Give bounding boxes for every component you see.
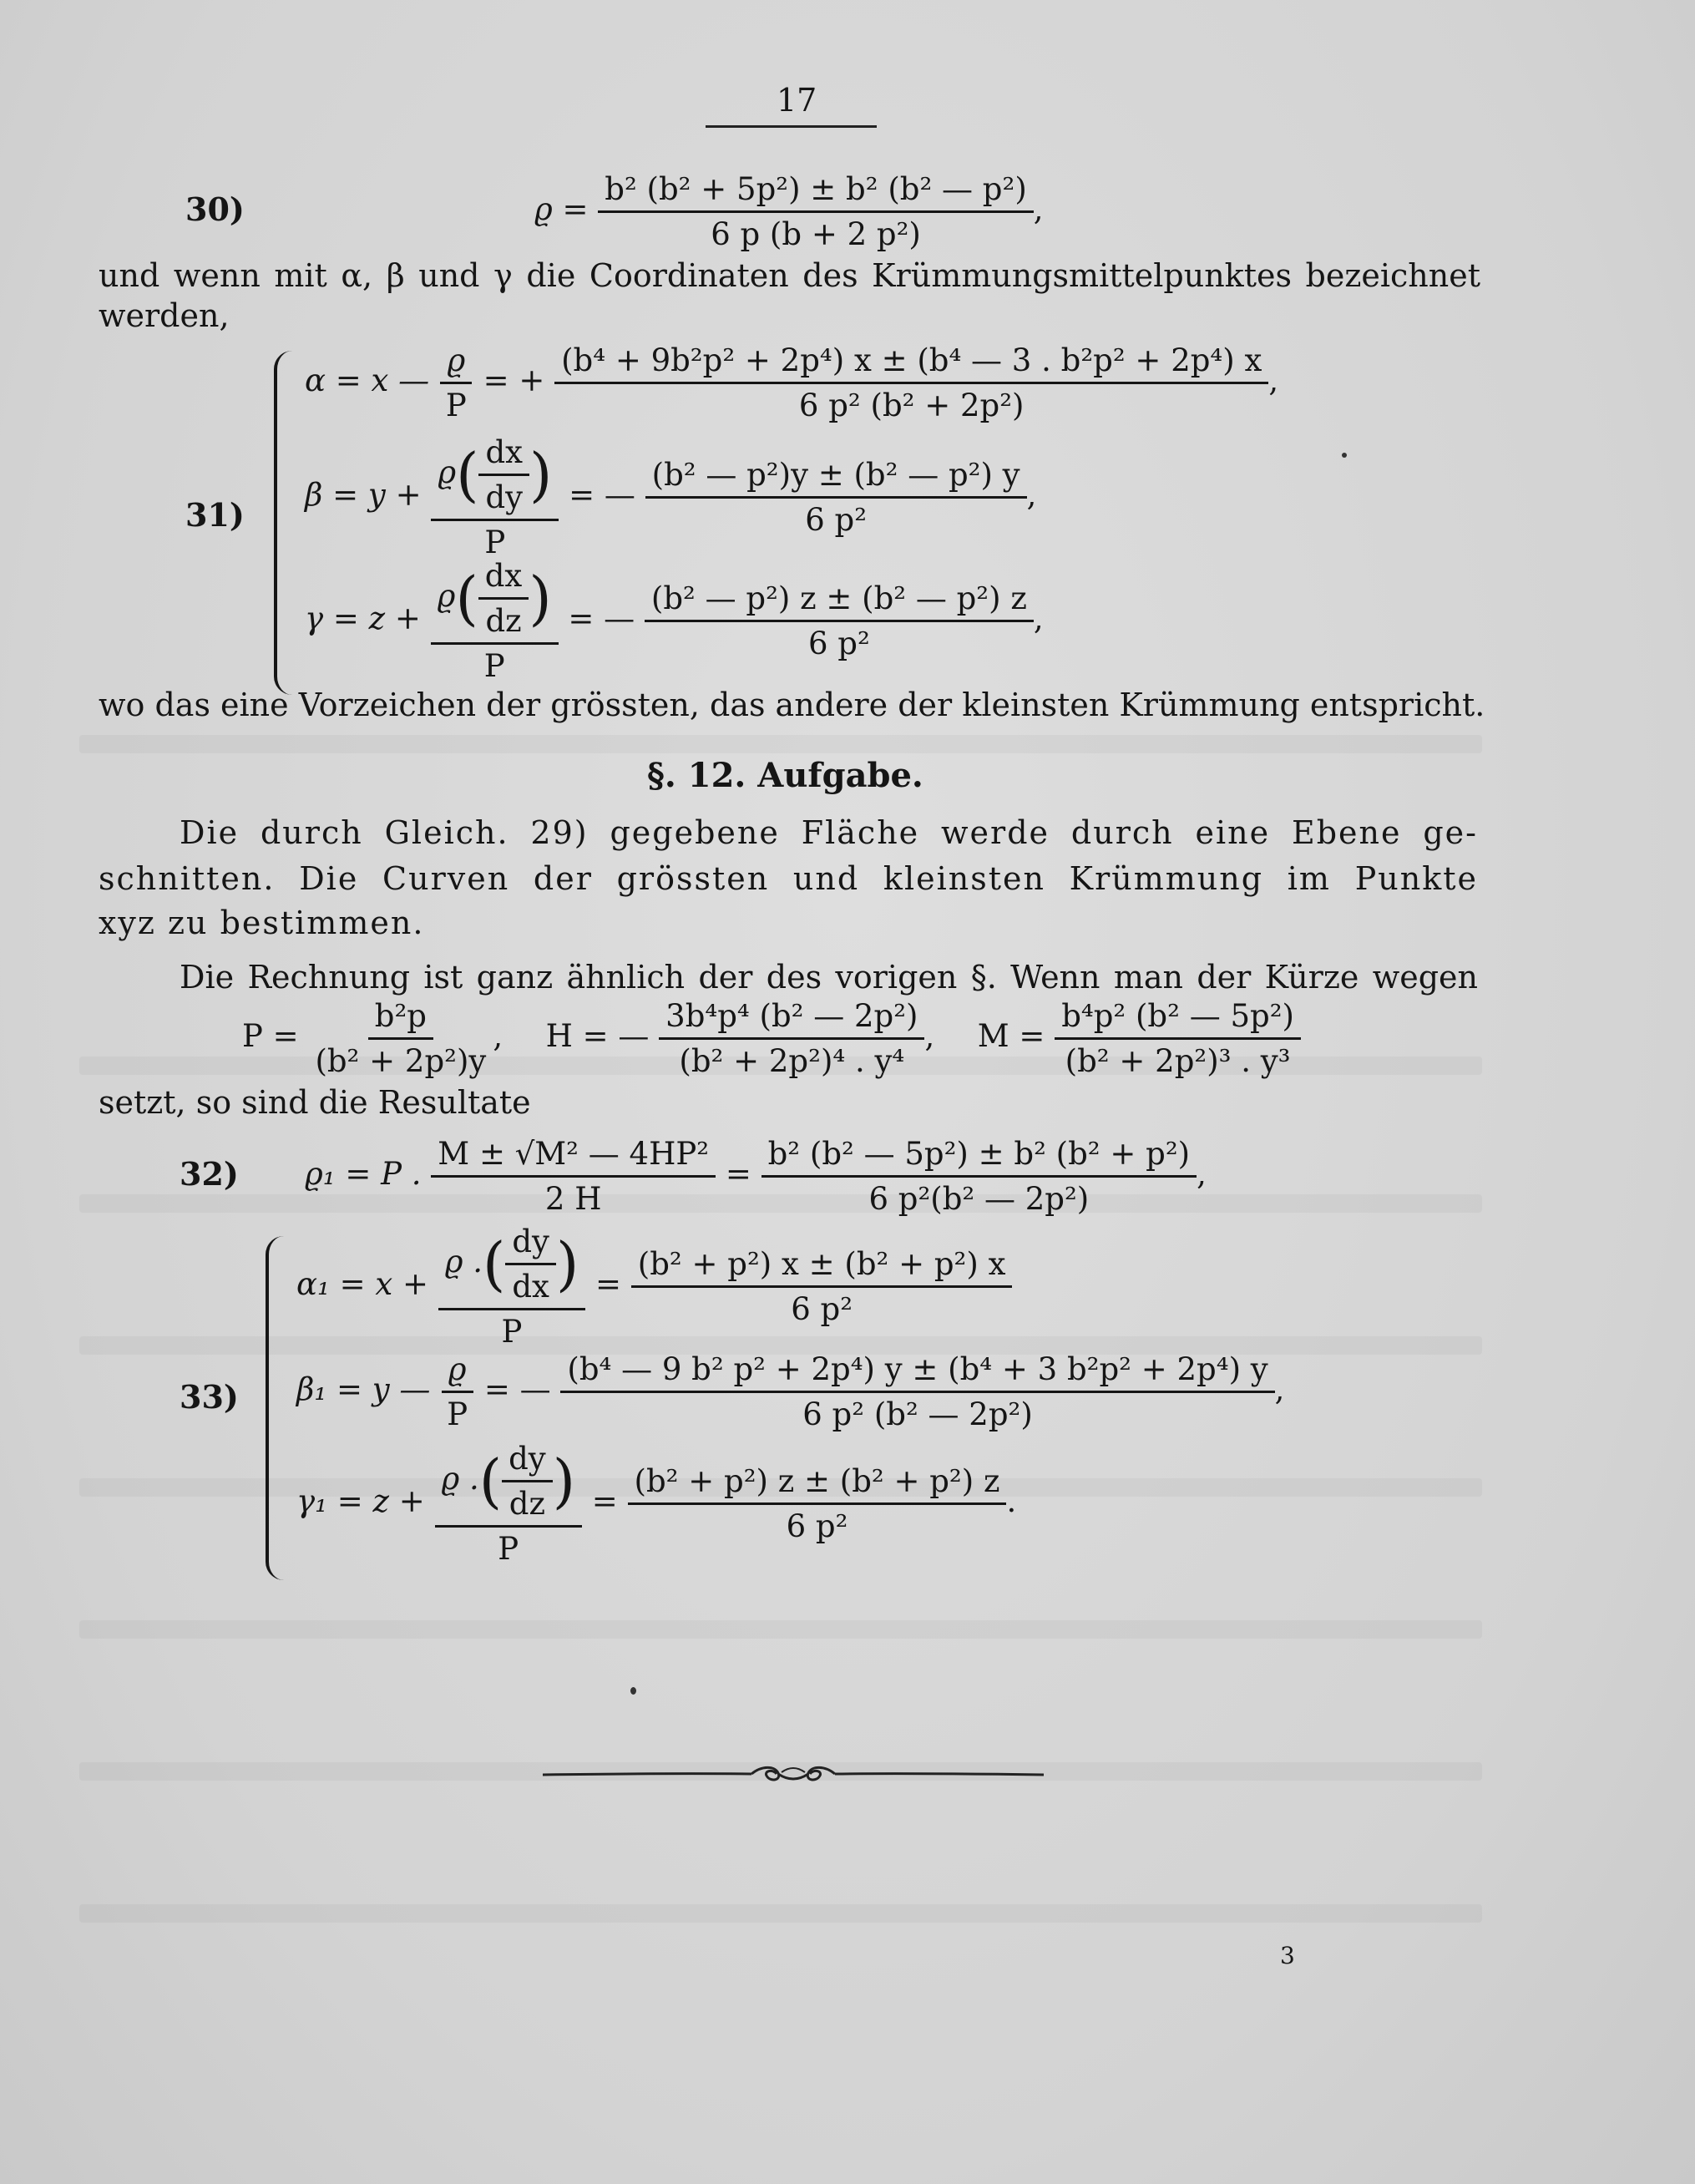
- eq31-beta-fraction: [645, 457, 1027, 538]
- page-number: 17: [777, 82, 817, 119]
- equation-31-alpha: [305, 342, 1278, 423]
- after-31-text: wo das eine Vorzeichen der grössten, das andere der kleinsten Krümmung entspricht.: [99, 687, 1485, 723]
- eq33-beta-lhs: β₁ = y —: [296, 1371, 431, 1407]
- eq31-alpha-tail: ,: [1268, 362, 1279, 398]
- solution-intro: Die Rechnung ist ganz ähnlich der des vorigen §. Wenn man der Kürze wegen: [180, 959, 1478, 996]
- ornament-divider-icon: [543, 1762, 1044, 1787]
- section-heading: §. 12. Aufgabe.: [647, 756, 923, 795]
- eq31-beta-denominator: 6 p²: [805, 502, 868, 538]
- eq31-beta-tail: ,: [1026, 477, 1037, 513]
- eq31-gamma-fraction: [645, 580, 1034, 661]
- task-line-1: Die durch Gleich. 29) gegebene Fläche werde durch eine Ebene ge-: [180, 814, 1478, 851]
- eq32-fraction-2: [761, 1136, 1197, 1217]
- eq31-gamma-dz: dz: [485, 603, 522, 639]
- eq32-denominator-1: 2 H: [544, 1181, 602, 1217]
- eq31-gamma-lhs: γ = z +: [305, 600, 421, 636]
- eq33-gamma-P: P: [498, 1531, 519, 1567]
- eq33-alpha-rho-fraction: [438, 1224, 586, 1350]
- eq31-alpha-rho: ϱ: [440, 342, 472, 384]
- equation-label-33: 33): [180, 1378, 239, 1416]
- bleed-through-line: [79, 735, 1482, 753]
- eq31-beta-rho-fraction: [431, 434, 559, 560]
- def-P-numerator: b²p: [368, 998, 433, 1040]
- eq30-lhs: ϱ =: [534, 191, 589, 227]
- eq30-numerator: b² (b² + 5p²) ± b² (b² — p²): [598, 171, 1033, 213]
- equation-33-gamma: [296, 1441, 1016, 1567]
- eq33-beta-mid: = —: [483, 1371, 551, 1407]
- eq31-beta-rho: ϱ: [438, 454, 457, 490]
- eq31-gamma-denominator: 6 p²: [807, 626, 870, 661]
- equation-label-30: 30): [185, 190, 245, 228]
- eq32-tail: ,: [1197, 1156, 1207, 1192]
- right-paren: ): [529, 564, 552, 633]
- equation-label-31: 31): [185, 496, 245, 534]
- def-M-denominator: (b² + 2p²)³ . y³: [1065, 1043, 1291, 1079]
- eq30-denominator: 6 p (b + 2 p²): [711, 216, 921, 252]
- ink-speck: [1342, 453, 1347, 458]
- intro-line-2: werden,: [99, 297, 230, 334]
- eq33-alpha-mid: =: [595, 1266, 622, 1302]
- right-paren: ): [529, 440, 553, 509]
- left-paren: (: [483, 1229, 506, 1299]
- eq33-alpha-denominator: 6 p²: [791, 1291, 853, 1327]
- eq33-beta-denominator: 6 p² (b² — 2p²): [802, 1396, 1033, 1432]
- equation-32: [305, 1136, 1207, 1217]
- eq33-gamma-dy: dy: [502, 1441, 553, 1482]
- equation-label-32: 32): [180, 1155, 239, 1193]
- equation-31-brace: [274, 351, 292, 695]
- eq33-gamma-denominator: 6 p²: [786, 1508, 848, 1544]
- eq33-beta-numerator: (b⁴ — 9 b² p² + 2p⁴) y ± (b⁴ + 3 b²p² + 2p⁴) y: [560, 1351, 1274, 1393]
- equation-33-alpha: [296, 1224, 1012, 1350]
- eq31-alpha-denominator: 6 p² (b² + 2p²): [798, 388, 1025, 423]
- eq33-gamma-rho-fraction: [435, 1441, 583, 1567]
- eq33-beta-P: P: [447, 1396, 468, 1432]
- def-M-numerator: b⁴p² (b² — 5p²): [1055, 998, 1301, 1040]
- eq31-gamma-rho: ϱ: [437, 578, 456, 614]
- eq31-alpha-P: P: [445, 388, 467, 423]
- right-paren: ): [552, 1447, 575, 1516]
- right-paren: ): [555, 1229, 579, 1299]
- eq33-alpha-rho: ϱ .: [444, 1244, 483, 1279]
- eq31-alpha-lhs: α = x —: [305, 362, 430, 398]
- eq33-alpha-P: P: [501, 1314, 523, 1350]
- eq31-beta-mid: = —: [569, 477, 635, 513]
- def-P-denominator: (b² + 2p²)y: [315, 1043, 487, 1079]
- eq31-gamma-derivative: [478, 558, 529, 639]
- equation-33-beta: [296, 1351, 1284, 1432]
- folio-signature: 3: [1280, 1942, 1295, 1969]
- eq33-alpha-derivative: [505, 1224, 556, 1305]
- def-H-denominator: (b² + 2p²)⁴ . y⁴: [679, 1043, 905, 1079]
- eq31-gamma-mid: = —: [568, 600, 635, 636]
- eq33-gamma-tail: .: [1006, 1483, 1017, 1519]
- eq33-alpha-dx: dx: [512, 1269, 549, 1305]
- def-H-numerator: 3b⁴p⁴ (b² — 2p²): [659, 998, 924, 1040]
- eq32-numerator-1: M ± √M² — 4HP²: [431, 1136, 716, 1178]
- eq31-gamma-numerator: (b² — p²) z ± (b² — p²) z: [645, 580, 1034, 622]
- eq31-gamma-tail: ,: [1033, 600, 1044, 636]
- eq33-beta-fraction: [560, 1351, 1274, 1432]
- def-H-lhs: H = —: [545, 1018, 650, 1054]
- eq33-beta-tail: ,: [1274, 1371, 1285, 1407]
- eq33-beta-rho-fraction: [440, 1351, 474, 1432]
- eq32-fraction-1: [431, 1136, 716, 1217]
- bleed-through-line: [79, 1904, 1482, 1923]
- def-M-fraction: [1055, 998, 1301, 1079]
- eq31-alpha-numerator: (b⁴ + 9b²p² + 2p⁴) x ± (b⁴ — 3 . b²p² + 2p⁴) x: [554, 342, 1268, 384]
- left-paren: (: [455, 564, 478, 633]
- eq31-beta-P: P: [484, 524, 506, 560]
- eq32-numerator-2: b² (b² — 5p²) ± b² (b² + p²): [761, 1136, 1197, 1178]
- eq30-tail: ,: [1033, 191, 1044, 227]
- eq33-alpha-dy: dy: [505, 1224, 556, 1265]
- eq31-alpha-mid: = +: [483, 362, 545, 398]
- eq31-beta-dx: dx: [478, 434, 529, 476]
- eq31-beta-lhs: β = y +: [305, 477, 422, 513]
- equation-31-beta: [305, 434, 1036, 560]
- task-line-3: xyz zu bestimmen.: [99, 905, 425, 941]
- eq33-gamma-derivative: [502, 1441, 553, 1522]
- eq33-gamma-fraction: [628, 1463, 1007, 1544]
- equation-33-brace: [266, 1236, 284, 1580]
- eq31-gamma-dx: dx: [478, 558, 529, 600]
- equation-30: [534, 171, 1044, 252]
- eq33-alpha-lhs: α₁ = x +: [296, 1266, 428, 1302]
- eq31-beta-numerator: (b² — p²)y ± (b² — p²) y: [645, 457, 1027, 499]
- eq31-gamma-rho-fraction: [431, 558, 559, 684]
- def-H-fraction: [659, 998, 924, 1079]
- def-P-fraction: [308, 998, 493, 1079]
- setzt-line: setzt, so sind die Resultate: [99, 1084, 531, 1121]
- eq32-equals: =: [725, 1156, 751, 1192]
- eq33-gamma-numerator: (b² + p²) z ± (b² + p²) z: [628, 1463, 1007, 1505]
- def-P-tail: ,: [493, 1018, 503, 1054]
- eq33-alpha-numerator: (b² + p²) x ± (b² + p²) x: [631, 1246, 1013, 1288]
- ink-speck: [630, 1687, 636, 1695]
- def-P-lhs: P =: [242, 1018, 299, 1054]
- bleed-through-line: [79, 1620, 1482, 1639]
- left-paren: (: [478, 1447, 503, 1516]
- def-H-tail: ,: [924, 1018, 935, 1054]
- eq33-gamma-mid: =: [591, 1483, 618, 1519]
- eq31-alpha-rho-fraction: [439, 342, 473, 423]
- eq31-beta-derivative: [478, 434, 529, 515]
- def-M-lhs: M =: [977, 1018, 1045, 1054]
- definitions-PHM: [242, 998, 1301, 1079]
- eq33-gamma-lhs: γ₁ = z +: [296, 1483, 425, 1519]
- eq33-gamma-dz: dz: [508, 1486, 545, 1522]
- eq33-alpha-fraction: [631, 1246, 1013, 1327]
- intro-line-1: und wenn mit α, β und γ die Coordinaten des Krümmungsmittelpunktes bezeichnet: [99, 257, 1480, 294]
- task-line-2: schnitten. Die Curven der grössten und kleinsten Krümmung im Punkte: [99, 860, 1478, 897]
- header-rule: [706, 125, 877, 128]
- eq31-beta-dy: dy: [485, 479, 524, 515]
- eq33-beta-rho: ϱ: [442, 1351, 473, 1393]
- eq31-alpha-fraction: [554, 342, 1268, 423]
- eq30-fraction: [598, 171, 1033, 252]
- left-paren: (: [456, 440, 479, 509]
- eq33-gamma-rho: ϱ .: [441, 1461, 479, 1497]
- eq31-gamma-P: P: [483, 648, 505, 684]
- equation-31-gamma: [305, 558, 1044, 684]
- eq32-lhs: ϱ₁ = P .: [305, 1156, 422, 1192]
- eq32-denominator-2: 6 p²(b² — 2p²): [868, 1181, 1090, 1217]
